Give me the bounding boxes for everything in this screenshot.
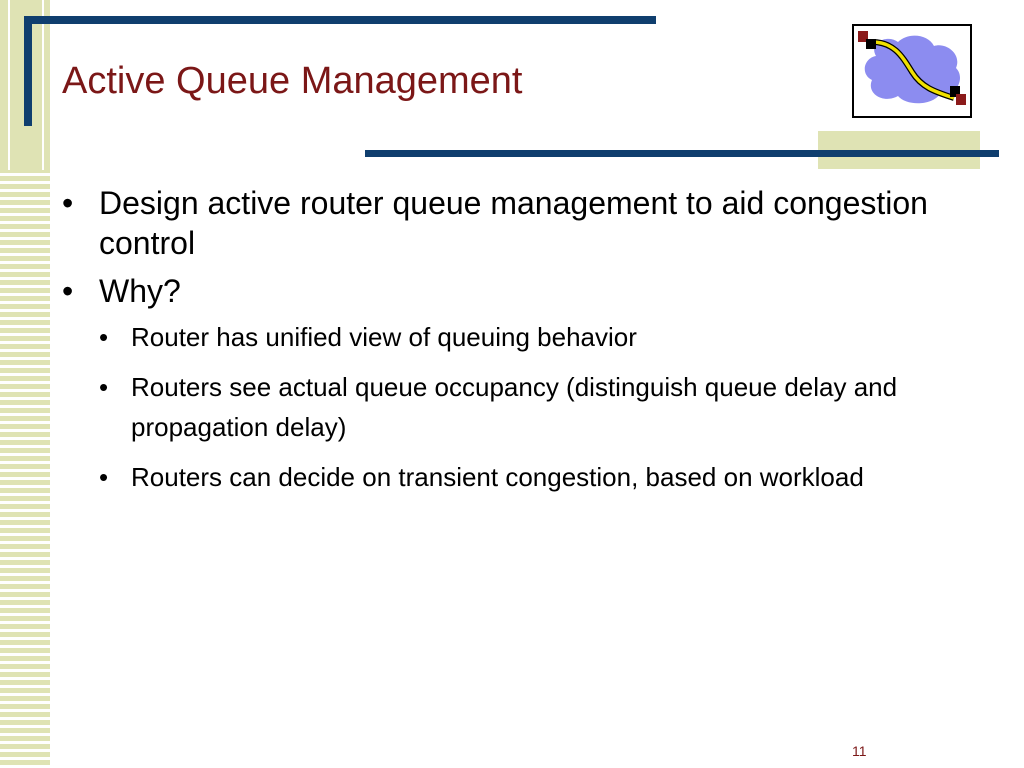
network-cloud-logo: [852, 24, 972, 118]
sub-bullet-item: • Routers can decide on transient congestion, based on workload: [99, 457, 982, 497]
page-number: 11: [852, 743, 867, 759]
stripe-divider-right: [42, 0, 44, 170]
sub-bullet-item: • Routers see actual queue occupancy (distinguish queue delay and propagation delay): [99, 367, 982, 447]
bullet-text: Why?: [99, 273, 181, 309]
stripe-divider-left: [8, 0, 10, 170]
title-accent-bar: [24, 16, 32, 126]
top-accent-line: [24, 16, 656, 24]
title-underline: [365, 150, 999, 157]
network-cloud-icon: [854, 26, 970, 116]
bullet-text: Design active router queue management to aid congestion control: [99, 185, 928, 261]
sub-bullet-item: • Router has unified view of queuing behavior: [99, 317, 982, 357]
sub-bullet-list: [99, 317, 982, 497]
bullet-item: [62, 183, 982, 263]
bullet-item: [62, 271, 982, 497]
slide-title: Active Queue Management: [62, 60, 523, 102]
bullet-list: [62, 183, 982, 507]
